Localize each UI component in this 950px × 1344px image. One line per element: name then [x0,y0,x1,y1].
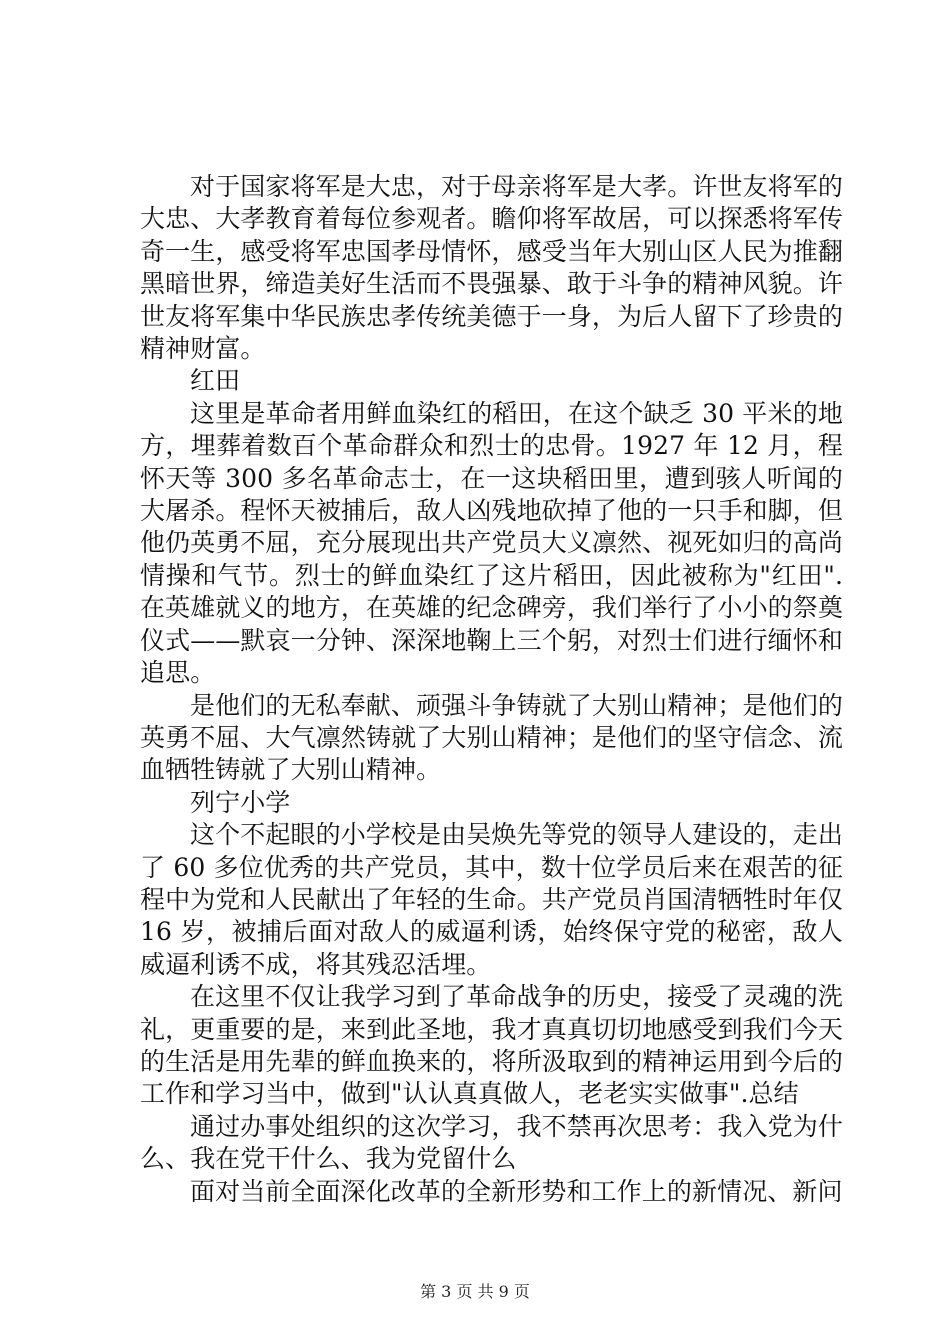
section-heading-hongtian: 红田 [190,366,241,396]
page-footer [0,1282,950,1302]
paragraph-general-loyalty: 对于国家将军是大忠，对于母亲将军是大孝。许世友将军的大忠、大孝教育着每位参观者。瞻仰将军故居，可以探悉将军传奇一生，感受将军忠国孝母情怀，感受当年大别山区人民为推翻黑暗世界，缔造美好生活而不畏强暴、敢于斗争的精神风貌。许世友将军集中华民族忠孝传统美德于一身，为后人留下了珍贵的精神财富。 [140,172,843,364]
paragraph-reflection: 在这里不仅让我学习到了革命战争的历史，接受了灵魂的洗礼，更重要的是，来到此圣地，我才真真切切地感受到我们今天的生活是用先辈的鲜血换来的，将所汲取到的精神运用到今后的工作和学习当中，做到"认认真真做人，老老实实做事".总结 [140,982,843,1109]
paragraph-reform: 面对当前全面深化改革的全新形势和工作上的新情况、新问 [190,1176,843,1206]
paragraph-hongtian: 这里是革命者用鲜血染红的稻田，在这个缺乏 30 平米的地方，埋葬着数百个革命群众和烈士的忠骨。1927 年 12 月，程怀天等 300 多名革命志士，在一这块稻田里，遭到骇人听闻的大屠杀。程怀天被捕后，敌人凶残地砍掉了他的一只手和脚，但他仍英勇不屈，充分展现出共产党员大义凛然、视死如归的高尚情操和气节。烈士的鲜血染红了这片稻田，因此被称为"红田".在英雄就义的地方，在英雄的纪念碑旁，我们举行了小小的祭奠仪式——默哀一分钟、深深地鞠上三个躬，对烈士们进行缅怀和追思。 [140,398,843,688]
page-number: 第 3 页 共 9 页 [420,1282,530,1301]
paragraph-summary-question: 通过办事处组织的这次学习，我不禁再次思考：我入党为什么、我在党干什么、我为党留什么 [140,1111,843,1174]
paragraph-dabieshan-spirit: 是他们的无私奉献、顽强斗争铸就了大别山精神；是他们的英勇不屈、大气凛然铸就了大别山精神；是他们的坚守信念、流血牺牲铸就了大别山精神。 [140,690,843,785]
document-body [140,171,843,1208]
paragraph-lenin-school: 这个不起眼的小学校是由吴焕先等党的领导人建设的，走出了 60 多位优秀的共产党员，其中，数十位学员后来在艰苦的征程中为党和人民献出了年轻的生命。共产党员肖国清牺牲时年仅 16 岁，被捕后面对敌人的威逼利诱，始终保守党的秘密，敌人威逼利诱不成，将其残忍活埋。 [140,820,843,979]
section-heading-lenin-school: 列宁小学 [190,787,291,817]
